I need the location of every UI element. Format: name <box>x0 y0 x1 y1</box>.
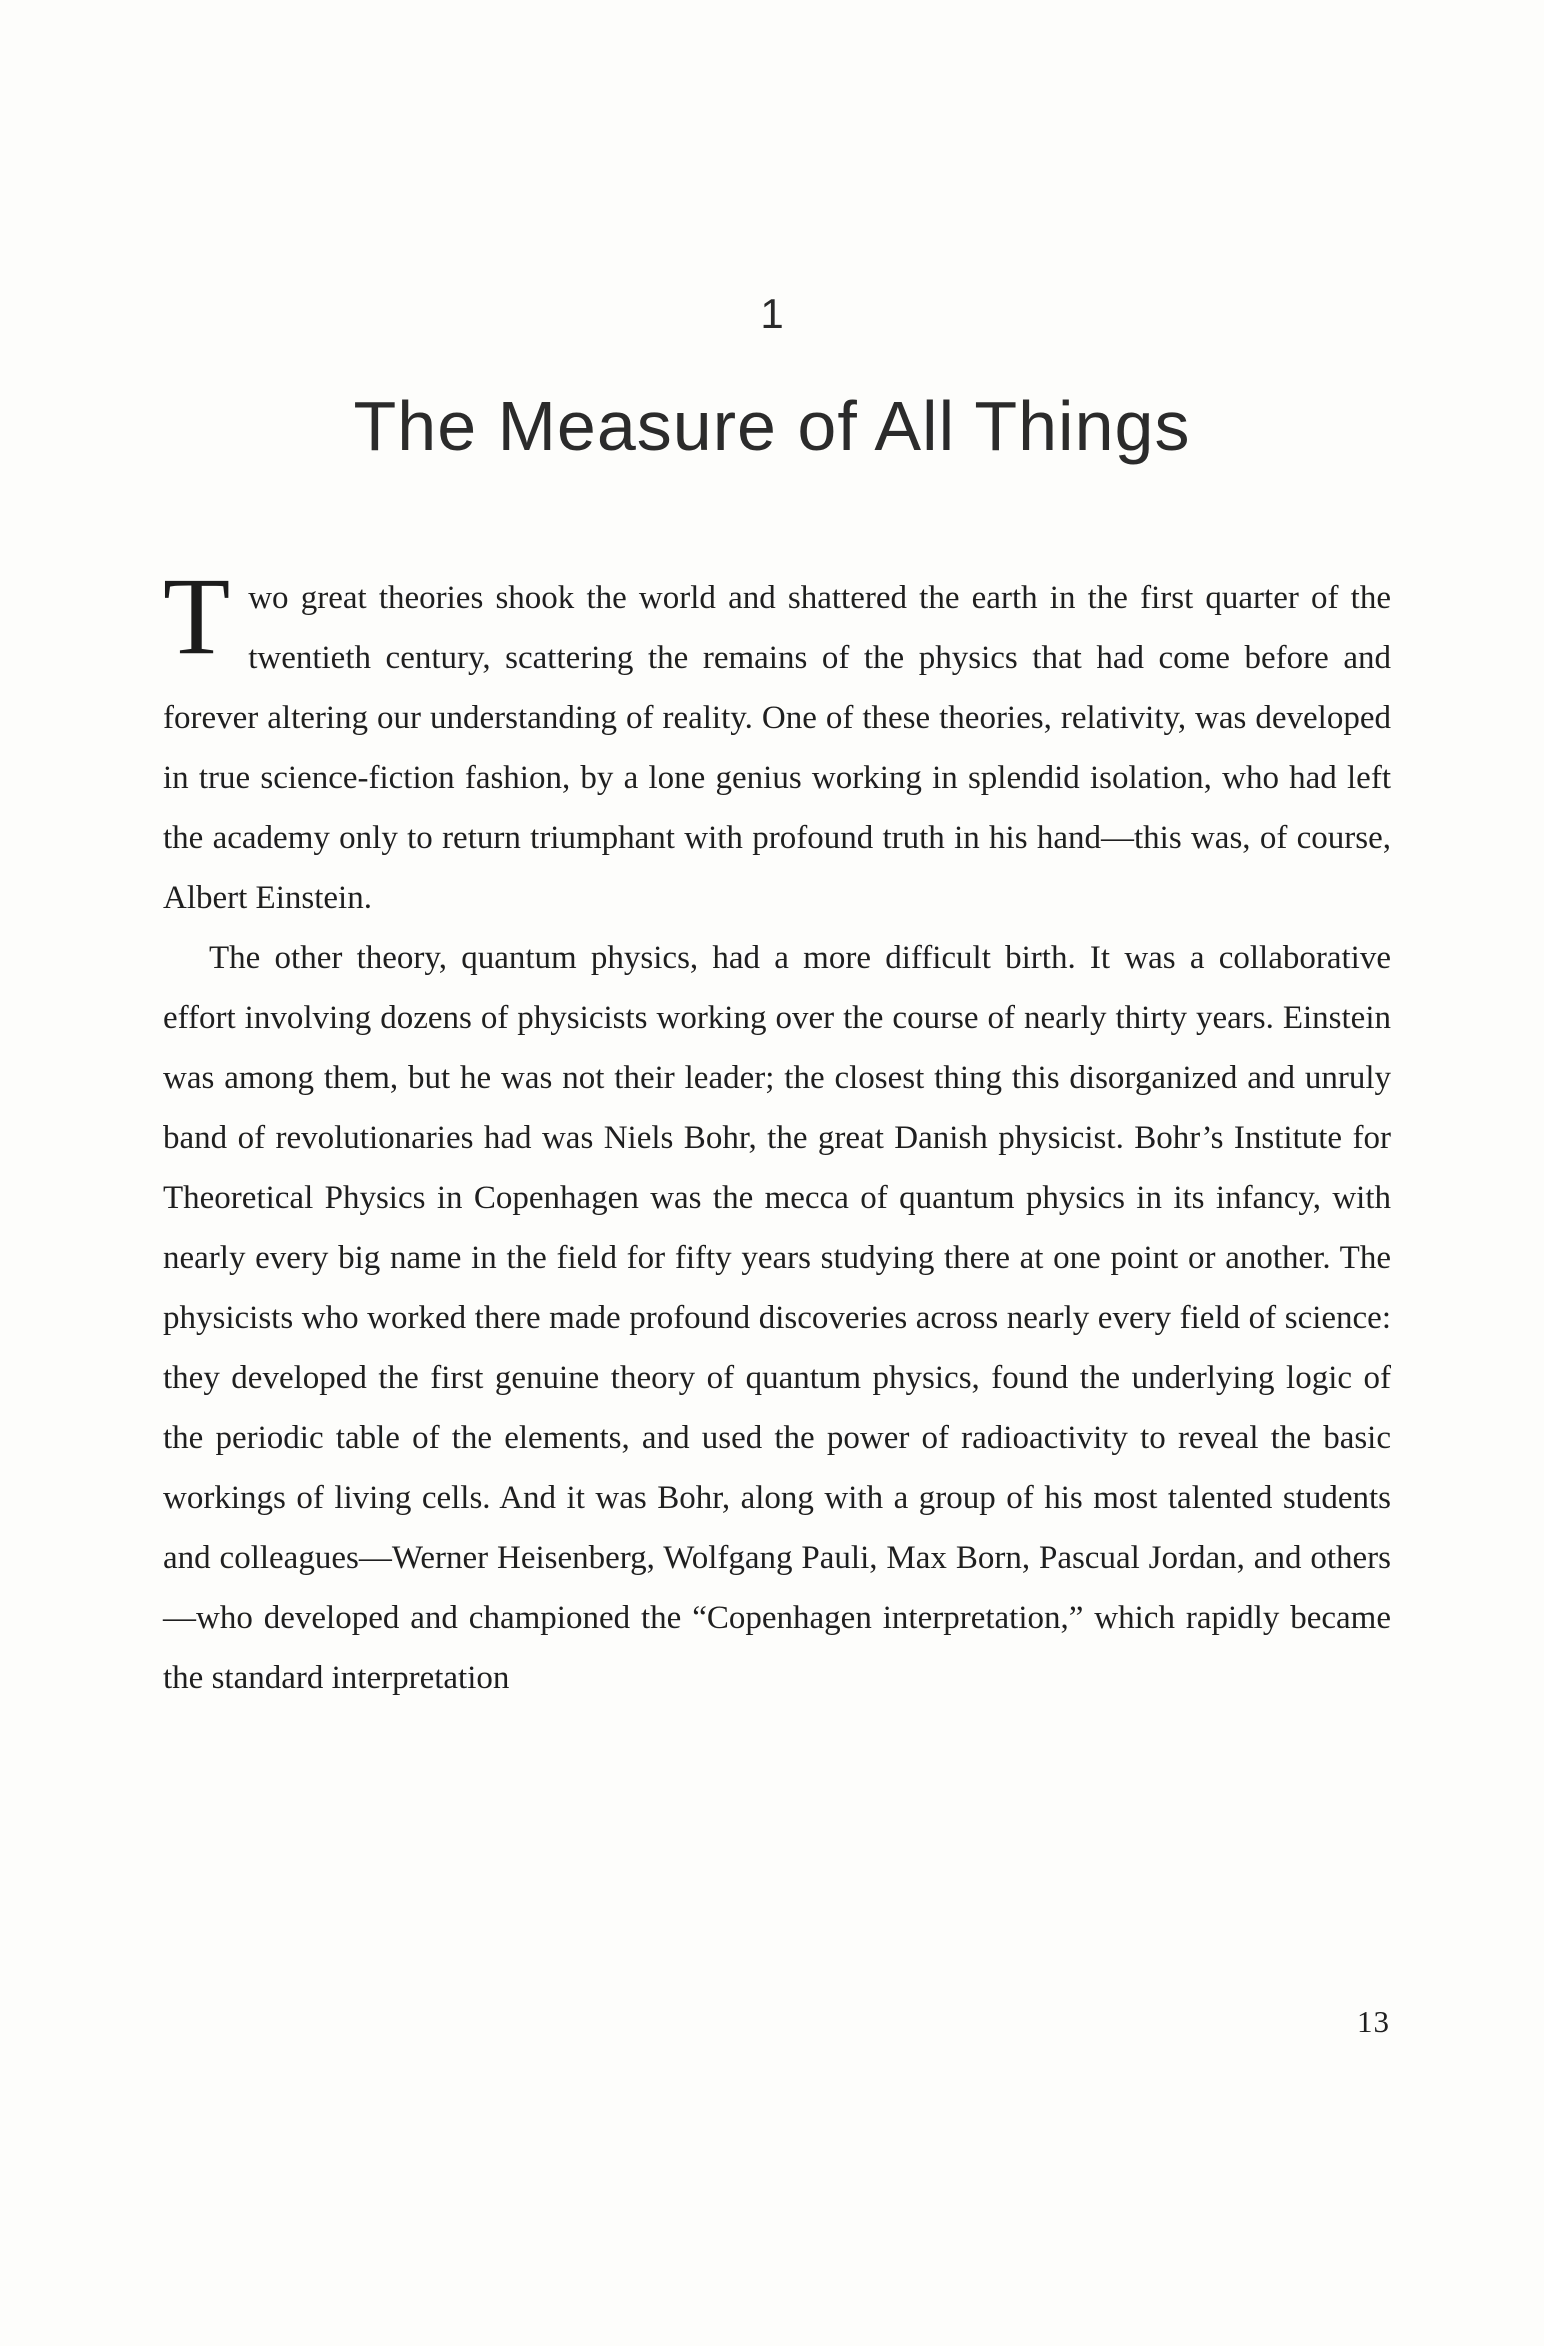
paragraph: The other theory, quantum physics, had a more difficult birth. It was a collaborative effort involving dozens of physicists working over the course of nearly thirty years. Einstein was among them, but he was not their leader; the closest thing this disorganized and unruly band of revolutionaries had was Niels Bohr, the great Danish physicist. Bohr’s Institute for Theoretical Physics in Copenhagen was the mecca of quantum physics in its infancy, with nearly every big name in the field for fifty years studying there at one point or another. The physicists who worked there made profound discoveries across nearly every field of science: they developed the first genuine theory of quantum physics, found the underlying logic of the periodic table of the elements, and used the power of radioactivity to reveal the basic workings of living cells. And it was Bohr, along with a group of his most talented students and colleagues—Werner Heisenberg, Wolfgang Pauli, Max Born, Pascual Jordan, and others—who developed and championed the “Copenhagen interpretation,” which rapidly became the standard interpretation <box>163 940 1391 1696</box>
body-text-block <box>163 555 1391 1708</box>
chapter-number: 1 <box>760 290 784 337</box>
paragraph: Two great theories shook the world and shattered the earth in the first quarter of the twentieth century, scattering the remains of the physics that had come before and forever altering our understanding of reality. One of these theories, relativity, was developed in true science-fiction fashion, by a lone genius working in splendid isolation, who had left the academy only to return triumphant with profound truth in his hand—this was, of course, Albert Einstein. <box>163 555 1391 916</box>
page-number: 13 <box>1357 2004 1390 2039</box>
chapter-title: The Measure of All Things <box>353 387 1191 465</box>
